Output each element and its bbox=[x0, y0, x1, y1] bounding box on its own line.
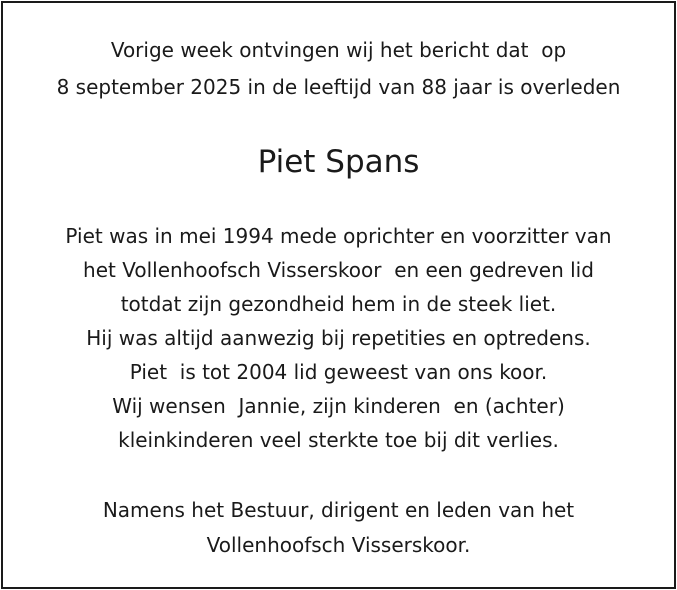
body-line: Piet was in mei 1994 mede oprichter en voorzitter van bbox=[65, 224, 612, 248]
announcement-frame bbox=[1, 1, 676, 589]
body-line: het Vollenhoofsch Visserskoor en een gedreven lid bbox=[83, 258, 594, 282]
body-line: kleinkinderen veel sterkte toe bij dit verlies. bbox=[118, 428, 559, 452]
intro-line: Vorige week ontvingen wij het bericht dat op bbox=[110, 38, 567, 62]
signature-line: Namens het Bestuur, dirigent en leden van het bbox=[102, 498, 575, 522]
deceased-name: Piet Spans bbox=[257, 144, 420, 180]
body-line: Hij was altijd aanwezig bij repetities en optredens. bbox=[86, 326, 591, 350]
signature-line: Vollenhoofsch Visserskoor. bbox=[206, 533, 471, 557]
body-line: Wij wensen Jannie, zijn kinderen en (achter) bbox=[112, 394, 565, 418]
body-line: Piet is tot 2004 lid geweest van ons koor. bbox=[129, 360, 548, 384]
body-line: totdat zijn gezondheid hem in de steek liet. bbox=[120, 292, 557, 316]
intro-line: 8 september 2025 in de leeftijd van 88 jaar is overleden bbox=[56, 75, 621, 99]
